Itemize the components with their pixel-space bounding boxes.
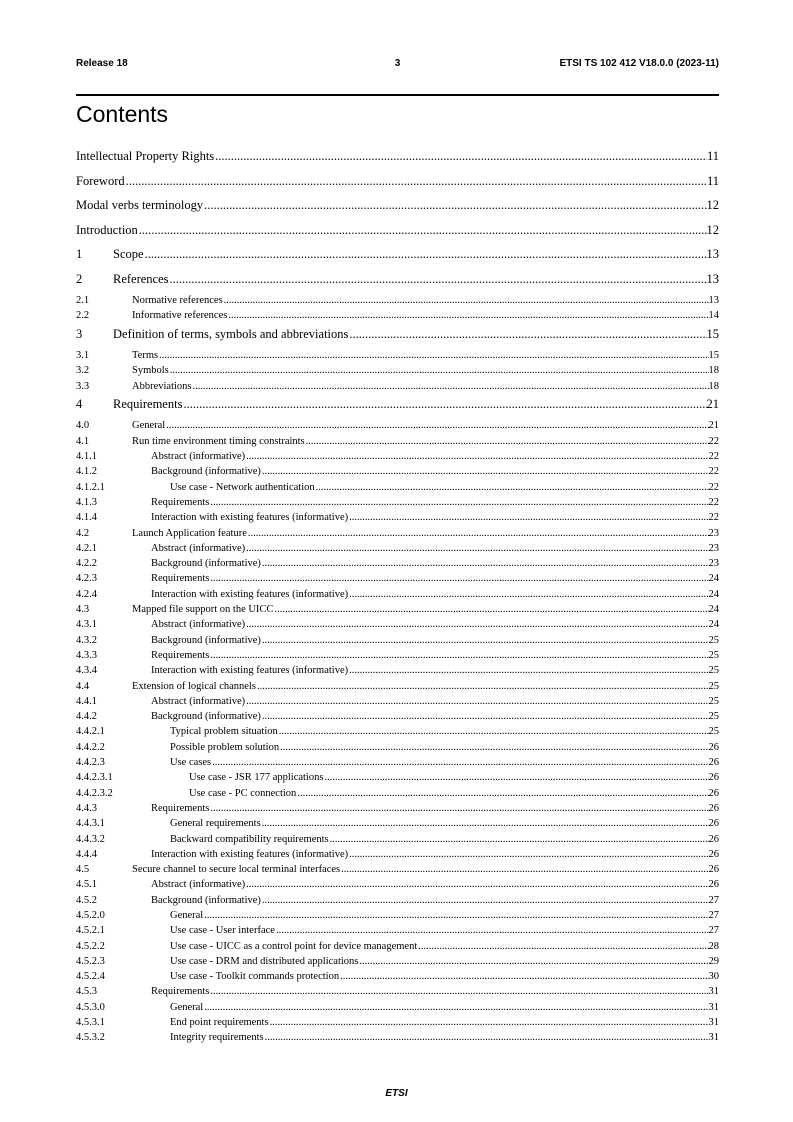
toc-entry-title: Abbreviations: [132, 379, 193, 394]
release-label: Release 18: [76, 58, 128, 69]
toc-entry-page: 31: [709, 984, 720, 999]
toc-entry[interactable]: [76, 418, 719, 433]
toc-entry[interactable]: [76, 908, 719, 923]
toc-entry-page: 13: [709, 293, 720, 308]
toc-entry[interactable]: [76, 602, 719, 617]
toc-entry-number: 4.3.3: [76, 649, 97, 661]
toc-entry[interactable]: [76, 939, 719, 954]
toc-entry-number: 4.5.2: [76, 894, 97, 906]
toc-entry-page: 25: [709, 663, 720, 678]
toc-dot-leader: [170, 273, 707, 285]
toc-entry-page: 26: [709, 740, 720, 755]
toc-entry-title: Abstract (informative): [151, 694, 246, 709]
document-id: ETSI TS 102 412 V18.0.0 (2023-11): [559, 58, 719, 69]
toc-dot-leader: [193, 379, 709, 394]
toc-dot-leader: [159, 348, 708, 363]
toc-entry-page: 12: [706, 198, 719, 212]
toc-entry[interactable]: [76, 571, 719, 586]
toc-entry-number: 4.5.2.4: [76, 971, 105, 983]
toc-entry-page: 26: [709, 770, 720, 785]
toc-entry-page: 26: [709, 786, 720, 801]
toc-entry-title: Definition of terms, symbols and abbreviations: [113, 326, 349, 341]
toc-entry[interactable]: [76, 269, 719, 294]
toc-dot-leader: [183, 398, 706, 410]
table-of-contents: [76, 146, 719, 1046]
toc-entry-page: 18: [709, 379, 720, 394]
toc-entry-page: 23: [709, 556, 720, 571]
toc-dot-leader: [297, 786, 708, 801]
toc-entry[interactable]: [76, 195, 719, 220]
toc-entry-title: Requirements: [113, 396, 183, 411]
toc-entry[interactable]: [76, 984, 719, 999]
toc-entry[interactable]: [76, 740, 719, 755]
toc-entry-page: 24: [709, 587, 720, 602]
toc-entry-title: Use case - PC connection: [189, 786, 297, 801]
toc-dot-leader: [210, 801, 708, 816]
toc-entry[interactable]: [76, 293, 719, 308]
toc-entry-title: Run time environment timing constraints: [132, 434, 306, 449]
toc-entry[interactable]: [76, 587, 719, 602]
toc-dot-leader: [145, 248, 707, 260]
toc-entry-title: Background (informative): [151, 709, 262, 724]
toc-entry-title: Interaction with existing features (informative): [151, 510, 349, 525]
toc-entry-page: 25: [709, 648, 720, 663]
toc-entry-number: 4.3.4: [76, 665, 97, 677]
toc-entry[interactable]: [76, 801, 719, 816]
toc-entry-page: 23: [709, 526, 720, 541]
toc-entry-number: 4.4.2.3.2: [76, 787, 113, 799]
toc-entry-page: 22: [709, 434, 720, 449]
toc-entry[interactable]: [76, 348, 719, 363]
toc-entry-title: Introduction: [76, 222, 138, 237]
toc-entry-number: 4.5.3: [76, 986, 97, 998]
toc-dot-leader: [262, 633, 709, 648]
toc-entry-page: 26: [709, 755, 720, 770]
toc-dot-leader: [262, 556, 709, 571]
toc-entry-page: 22: [709, 495, 720, 510]
toc-entry[interactable]: [76, 694, 719, 709]
toc-entry-number: 4.5.1: [76, 879, 97, 891]
toc-entry-title: Use case - DRM and distributed applications: [170, 954, 359, 969]
toc-entry[interactable]: [76, 495, 719, 510]
toc-entry-title: References: [113, 271, 169, 286]
toc-entry-number: 4.4.4: [76, 848, 97, 860]
header-rule: [76, 94, 719, 96]
toc-entry[interactable]: [76, 541, 719, 556]
toc-entry[interactable]: [76, 893, 719, 908]
toc-dot-leader: [359, 954, 708, 969]
toc-entry-page: 26: [709, 801, 720, 816]
toc-entry-number: 4.3: [76, 604, 90, 616]
toc-entry-page: 24: [709, 571, 720, 586]
toc-entry-number: 4.1.2.1: [76, 481, 105, 493]
toc-entry-page: 15: [709, 348, 720, 363]
toc-entry[interactable]: [76, 244, 719, 269]
toc-entry-page: 25: [709, 709, 720, 724]
toc-dot-leader: [349, 663, 708, 678]
toc-entry[interactable]: [76, 363, 719, 378]
toc-dot-leader: [262, 709, 709, 724]
toc-dot-leader: [246, 617, 708, 632]
toc-entry-number: 4.4.3.1: [76, 818, 105, 830]
toc-entry-title: General: [170, 1000, 204, 1015]
toc-entry-page: 29: [709, 954, 720, 969]
toc-entry-title: Secure channel to secure local terminal interfaces: [132, 862, 341, 877]
toc-dot-leader: [246, 541, 708, 556]
toc-entry-number: 4.4.2.2: [76, 741, 105, 753]
toc-entry-number: 4.5.3.1: [76, 1017, 105, 1029]
toc-entry-title: Normative references: [132, 293, 224, 308]
toc-entry[interactable]: [76, 394, 719, 419]
toc-dot-leader: [340, 969, 708, 984]
toc-entry[interactable]: [76, 816, 719, 831]
toc-entry-title: Use case - UICC as a control point for device management: [170, 939, 418, 954]
toc-entry[interactable]: [76, 510, 719, 525]
toc-entry[interactable]: [76, 832, 719, 847]
toc-entry-page: 26: [709, 877, 720, 892]
toc-entry[interactable]: [76, 633, 719, 648]
toc-dot-leader: [204, 199, 706, 211]
footer-etsi: ETSI: [385, 1088, 408, 1099]
toc-dot-leader: [228, 308, 708, 323]
toc-entry-number: 2.2: [76, 310, 90, 322]
toc-entry-page: 26: [709, 847, 720, 862]
toc-dot-leader: [139, 224, 707, 236]
toc-entry-number: 4.4.1: [76, 695, 97, 707]
toc-dot-leader: [349, 847, 708, 862]
toc-entry-title: Interaction with existing features (informative): [151, 587, 349, 602]
toc-entry-number: 4.3.1: [76, 619, 97, 631]
toc-entry[interactable]: [76, 1015, 719, 1030]
toc-entry-number: 4.5.2.0: [76, 909, 105, 921]
toc-entry[interactable]: [76, 663, 719, 678]
toc-entry-page: 21: [709, 418, 720, 433]
toc-entry-title: Interaction with existing features (informative): [151, 847, 349, 862]
toc-entry-number: 3: [76, 326, 83, 341]
toc-dot-leader: [210, 648, 708, 663]
page-title: Contents: [76, 101, 169, 127]
toc-dot-leader: [210, 984, 708, 999]
toc-entry-page: 22: [709, 464, 720, 479]
toc-entry[interactable]: [76, 862, 719, 877]
toc-entry-number: 3.1: [76, 350, 90, 362]
toc-entry-title: Foreword: [76, 173, 125, 188]
toc-dot-leader: [210, 571, 708, 586]
toc-entry-number: 4: [76, 396, 83, 411]
page-number: 3: [394, 58, 401, 69]
toc-entry-page: 25: [709, 633, 720, 648]
toc-dot-leader: [262, 816, 709, 831]
toc-entry-page: 27: [709, 893, 720, 908]
toc-entry-number: 4.2.1: [76, 542, 97, 554]
toc-entry-number: 4.0: [76, 420, 90, 432]
toc-dot-leader: [126, 175, 707, 187]
toc-dot-leader: [262, 464, 709, 479]
toc-entry-number: 2: [76, 271, 83, 286]
toc-entry[interactable]: [76, 526, 719, 541]
toc-dot-leader: [204, 1000, 708, 1015]
toc-entry-number: 4.1.2: [76, 466, 97, 478]
toc-entry-title: Background (informative): [151, 556, 262, 571]
toc-entry[interactable]: [76, 786, 719, 801]
toc-entry[interactable]: [76, 379, 719, 394]
toc-entry[interactable]: [76, 679, 719, 694]
toc-entry-number: 4.2.3: [76, 573, 97, 585]
toc-entry[interactable]: [76, 146, 719, 171]
toc-entry-title: Requirements: [151, 984, 210, 999]
toc-entry-title: Launch Application feature: [132, 526, 248, 541]
toc-entry-title: End point requirements: [170, 1015, 270, 1030]
toc-dot-leader: [248, 526, 709, 541]
toc-entry[interactable]: [76, 724, 719, 739]
toc-dot-leader: [224, 293, 709, 308]
toc-entry-page: 25: [709, 679, 720, 694]
toc-dot-leader: [246, 449, 708, 464]
toc-entry-page: 13: [706, 247, 719, 261]
toc-entry-page: 28: [709, 939, 720, 954]
toc-entry-page: 21: [706, 396, 719, 411]
toc-entry[interactable]: [76, 954, 719, 969]
toc-entry-page: 27: [709, 908, 720, 923]
toc-entry-title: Requirements: [151, 648, 210, 663]
toc-entry[interactable]: [76, 220, 719, 245]
toc-entry-title: Requirements: [151, 495, 210, 510]
toc-entry-page: 25: [709, 694, 720, 709]
toc-entry-title: Use case - Toolkit commands protection: [170, 969, 340, 984]
toc-entry-title: Use case - User interface: [170, 923, 276, 938]
toc-entry-number: 1: [76, 247, 83, 261]
toc-dot-leader: [212, 755, 708, 770]
toc-dot-leader: [210, 495, 708, 510]
toc-entry-number: 4.5.3.2: [76, 1032, 105, 1044]
toc-dot-leader: [276, 923, 709, 938]
toc-entry-number: 4.4.2.3.1: [76, 772, 113, 784]
toc-entry-number: 4.1.1: [76, 451, 97, 463]
toc-entry[interactable]: [76, 556, 719, 571]
toc-entry-page: 31: [709, 1000, 720, 1015]
toc-entry-title: Background (informative): [151, 464, 262, 479]
toc-dot-leader: [418, 939, 708, 954]
toc-entry-page: 15: [706, 326, 719, 341]
toc-entry[interactable]: [76, 648, 719, 663]
toc-entry-number: 4.2.2: [76, 558, 97, 570]
toc-entry[interactable]: [76, 923, 719, 938]
toc-entry-title: Interaction with existing features (informative): [151, 663, 349, 678]
toc-entry[interactable]: [76, 877, 719, 892]
toc-entry[interactable]: [76, 969, 719, 984]
toc-entry[interactable]: [76, 617, 719, 632]
toc-entry-title: General: [132, 418, 166, 433]
toc-entry-title: Abstract (informative): [151, 449, 246, 464]
toc-entry[interactable]: [76, 434, 719, 449]
toc-entry-title: Scope: [113, 247, 144, 261]
toc-entry-number: 4.4: [76, 680, 90, 692]
toc-entry-title: Requirements: [151, 571, 210, 586]
toc-entry-page: 14: [709, 308, 720, 323]
toc-entry-number: 4.4.3.2: [76, 833, 105, 845]
toc-entry-page: 18: [709, 363, 720, 378]
toc-entry[interactable]: [76, 1000, 719, 1015]
toc-entry[interactable]: [76, 480, 719, 495]
toc-dot-leader: [316, 480, 709, 495]
toc-entry-title: Symbols: [132, 363, 170, 378]
toc-entry-title: Possible problem solution: [170, 740, 280, 755]
toc-entry-title: Use cases: [170, 755, 212, 770]
toc-dot-leader: [265, 1030, 709, 1045]
toc-entry-page: 30: [709, 969, 720, 984]
toc-entry-number: 3.2: [76, 365, 90, 377]
toc-entry-page: 22: [709, 480, 720, 495]
toc-entry-title: Abstract (informative): [151, 541, 246, 556]
toc-entry-page: 31: [709, 1030, 720, 1045]
toc-entry-title: Extension of logical channels: [132, 679, 257, 694]
toc-entry-number: 3.3: [76, 380, 90, 392]
toc-dot-leader: [341, 862, 708, 877]
toc-entry-title: Informative references: [132, 308, 228, 323]
toc-entry-page: 22: [709, 510, 720, 525]
toc-dot-leader: [246, 694, 708, 709]
toc-entry[interactable]: [76, 324, 719, 349]
toc-dot-leader: [330, 832, 709, 847]
toc-dot-leader: [166, 418, 708, 433]
toc-entry-title: General: [170, 908, 204, 923]
toc-entry-number: 4.4.2.1: [76, 726, 105, 738]
toc-entry-page: 24: [709, 602, 720, 617]
toc-dot-leader: [279, 724, 709, 739]
toc-entry-number: 4.5: [76, 864, 90, 876]
toc-dot-leader: [204, 908, 708, 923]
toc-entry-title: Requirements: [151, 801, 210, 816]
toc-dot-leader: [270, 1015, 709, 1030]
toc-entry-title: Abstract (informative): [151, 617, 246, 632]
toc-entry-page: 22: [709, 449, 720, 464]
toc-entry-page: 25: [709, 724, 720, 739]
toc-entry-number: 2.1: [76, 295, 90, 306]
toc-entry-page: 23: [709, 541, 720, 556]
toc-entry-page: 26: [709, 816, 720, 831]
toc-entry[interactable]: [76, 449, 719, 464]
toc-entry-page: 13: [706, 271, 719, 286]
toc-entry-page: 26: [709, 832, 720, 847]
toc-entry-number: 4.5.2.2: [76, 940, 105, 952]
toc-entry-page: 31: [709, 1015, 720, 1030]
toc-entry[interactable]: [76, 464, 719, 479]
toc-entry[interactable]: [76, 709, 719, 724]
toc-entry-title: Abstract (informative): [151, 877, 246, 892]
toc-entry-page: 12: [706, 222, 719, 237]
toc-entry-title: Use case - Network authentication: [170, 480, 316, 495]
toc-entry-number: 4.4.3: [76, 802, 97, 814]
toc-entry-number: 4.2.4: [76, 588, 97, 600]
toc-entry[interactable]: [76, 1030, 719, 1045]
toc-dot-leader: [257, 679, 709, 694]
toc-dot-leader: [215, 150, 707, 162]
toc-dot-leader: [280, 740, 708, 755]
toc-entry-number: 4.2: [76, 527, 90, 539]
toc-entry-number: 4.3.2: [76, 634, 97, 646]
page-header: [76, 58, 719, 72]
toc-entry-title: Terms: [132, 348, 159, 363]
toc-entry-title: Backward compatibility requirements: [170, 832, 330, 847]
toc-entry[interactable]: [76, 770, 719, 785]
toc-entry-number: 4.1.3: [76, 496, 97, 508]
toc-entry-title: Background (informative): [151, 633, 262, 648]
toc-dot-leader: [349, 510, 708, 525]
toc-entry-number: 4.4.2.3: [76, 757, 105, 769]
toc-entry-page: 11: [706, 149, 719, 163]
toc-entry[interactable]: [76, 847, 719, 862]
toc-entry[interactable]: [76, 308, 719, 323]
toc-dot-leader: [274, 602, 708, 617]
toc-entry-number: 4.5.3.0: [76, 1001, 105, 1013]
toc-entry-title: Modal verbs terminology: [76, 198, 204, 212]
toc-entry-number: 4.5.2.3: [76, 955, 105, 967]
toc-entry[interactable]: [76, 755, 719, 770]
toc-entry-title: Integrity requirements: [170, 1030, 265, 1045]
toc-entry-title: Mapped file support on the UICC: [132, 602, 274, 617]
toc-entry-number: 4.1.4: [76, 512, 97, 524]
toc-entry-title: General requirements: [170, 816, 262, 831]
toc-entry-page: 26: [709, 862, 720, 877]
toc-entry-page: 11: [706, 173, 719, 188]
toc-entry-title: Use case - JSR 177 applications: [189, 770, 324, 785]
toc-entry-title: Intellectual Property Rights: [76, 149, 215, 163]
toc-dot-leader: [324, 770, 708, 785]
toc-entry-page: 24: [709, 617, 720, 632]
toc-dot-leader: [170, 363, 709, 378]
toc-dot-leader: [349, 587, 708, 602]
toc-entry[interactable]: [76, 171, 719, 196]
toc-entry-number: 4.1: [76, 435, 90, 447]
toc-dot-leader: [262, 893, 709, 908]
toc-dot-leader: [246, 877, 708, 892]
toc-entry-number: 4.5.2.1: [76, 925, 105, 937]
toc-entry-title: Background (informative): [151, 893, 262, 908]
toc-entry-page: 27: [709, 923, 720, 938]
toc-entry-title: Typical problem situation: [170, 724, 279, 739]
toc-entry-number: 4.4.2: [76, 711, 97, 723]
toc-dot-leader: [306, 434, 709, 449]
toc-dot-leader: [349, 328, 706, 340]
